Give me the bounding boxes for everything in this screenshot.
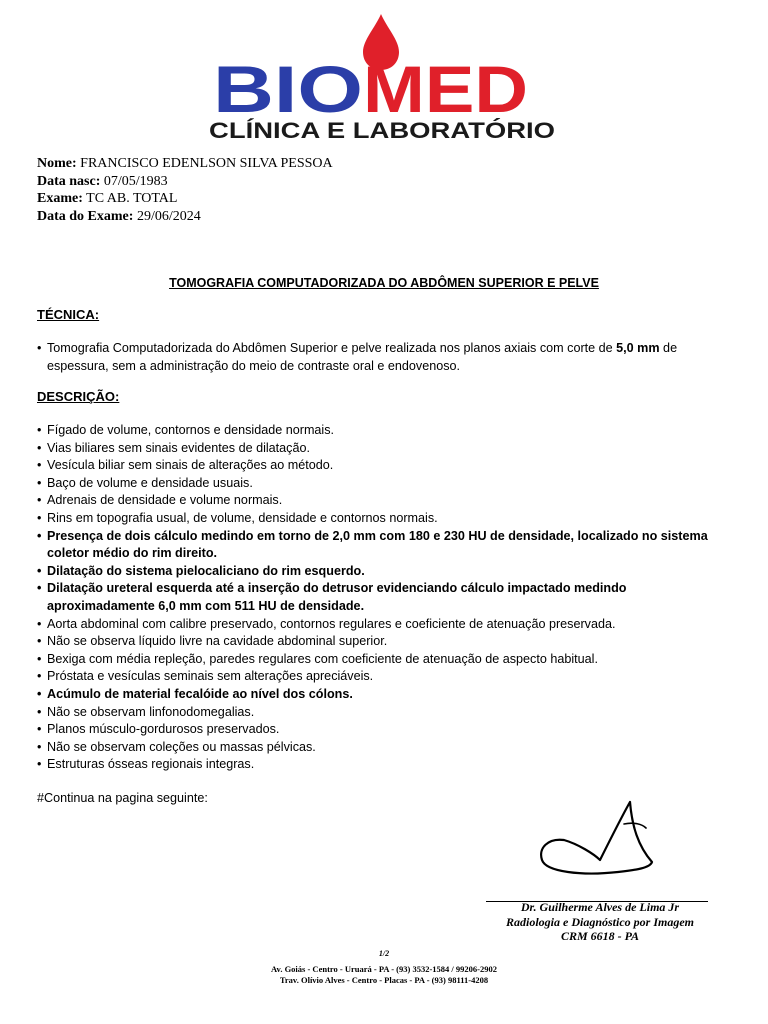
description-item: • Presença de dois cálculo medindo em torno de 2,0 mm com 180 e 230 HU de densidade, localizado no sistema coletor médio do rim direito.	[37, 528, 737, 563]
technique-list	[37, 340, 737, 375]
description-item: • Adrenais de densidade e volume normais.	[37, 492, 737, 510]
address-line-1: Av. Goiás - Centro - Uruará - PA - (93) 3532-1584 / 99206-2902	[271, 964, 497, 974]
description-item: • Rins em topografia usual, de volume, densidade e contornos normais.	[37, 510, 737, 528]
description-item: • Fígado de volume, contornos e densidade normais.	[37, 422, 737, 440]
continues-note: #Continua na pagina seguinte:	[37, 791, 208, 805]
description-item: • Estruturas ósseas regionais integras.	[37, 756, 737, 774]
slice-thickness: 5,0 mm	[616, 341, 660, 355]
description-item: • Não se observam coleções ou massas pélvicas.	[37, 739, 737, 757]
exam-name: TC AB. TOTAL	[86, 191, 178, 206]
exam-date-label: Data do Exame:	[37, 208, 134, 224]
description-heading: DESCRIÇÃO:	[37, 389, 120, 404]
patient-dob-label: Data nasc:	[37, 173, 101, 189]
biomed-logo-graphic	[205, 14, 560, 142]
patient-dob: 07/05/1983	[103, 173, 168, 189]
description-item: • Vesícula biliar sem sinais de alterações ao método.	[37, 457, 737, 475]
description-item: • Não se observam linfonodomegalias.	[37, 704, 737, 722]
patient-name: FRANCISCO EDENLSON SILVA PESSOA	[80, 156, 333, 171]
description-item: • Dilatação ureteral esquerda até a inserção do detrusor evidenciando cálculo impactado medindo aproximadamente 6,0 mm com 511 HU de densidade.	[37, 580, 737, 615]
patient-name-row	[37, 155, 333, 173]
doctor-specialty: Radiologia e Diagnóstico por Imagem	[505, 914, 694, 929]
technique-text-2: de espessura, sem a administração do meio de contraste oral e endovenoso.	[47, 341, 678, 373]
doctor-info	[470, 900, 730, 944]
exam-date: 29/06/2024	[136, 208, 201, 224]
technique-item	[37, 340, 737, 375]
exam-date-row	[37, 208, 333, 226]
patient-info	[37, 155, 333, 225]
description-item: • Vias biliares sem sinais evidentes de dilatação.	[37, 440, 737, 458]
description-list	[37, 422, 737, 774]
page-number: 1/2	[378, 949, 390, 958]
doctor-crm: CRM 6618 - PA	[560, 929, 640, 943]
doctor-name: Dr. Guilherme Alves de Lima Jr	[520, 900, 680, 914]
logo-wordmark-bio: BIO	[213, 52, 363, 126]
logo-subtitle: CLÍNICA E LABORATÓRIO	[209, 118, 555, 142]
description-item: • Planos músculo-gordurosos preservados.	[37, 721, 737, 739]
description-item: • Baço de volume e densidade usuais.	[37, 475, 737, 493]
patient-dob-row	[37, 173, 333, 191]
handwritten-signature	[534, 796, 664, 883]
description-item: • Acúmulo de material fecalóide ao nível dos cólons.	[37, 686, 737, 704]
description-item: • Dilatação do sistema pielocaliciano do rim esquerdo.	[37, 563, 737, 581]
clinic-logo	[205, 14, 560, 142]
description-item: • Próstata e vesículas seminais sem alterações apreciáveis.	[37, 668, 737, 686]
exam-row	[37, 190, 333, 208]
technique-text-1: Tomografia Computadorizada do Abdômen Superior e pelve realizada nos planos axiais com corte de	[47, 341, 617, 355]
logo-wordmark-med: MED	[363, 52, 528, 126]
footer-addresses	[0, 964, 768, 986]
description-item: • Aorta abdominal com calibre preservado, contornos regulares e coeficiente de atenuação preservada.	[37, 616, 737, 634]
report-title: TOMOGRAFIA COMPUTADORIZADA DO ABDÔMEN SUPERIOR E PELVE	[169, 276, 599, 290]
description-item: • Bexiga com média repleção, paredes regulares com coeficiente de atenuação de aspecto habitual.	[37, 651, 737, 669]
address-line-2: Trav. Olívio Alves - Centro - Placas - PA - (93) 98111-4208	[279, 975, 489, 985]
exam-label: Exame:	[37, 191, 83, 206]
description-item: • Não se observa líquido livre na cavidade abdominal superior.	[37, 633, 737, 651]
technique-heading: TÉCNICA:	[37, 307, 100, 322]
patient-name-label: Nome:	[37, 156, 77, 171]
